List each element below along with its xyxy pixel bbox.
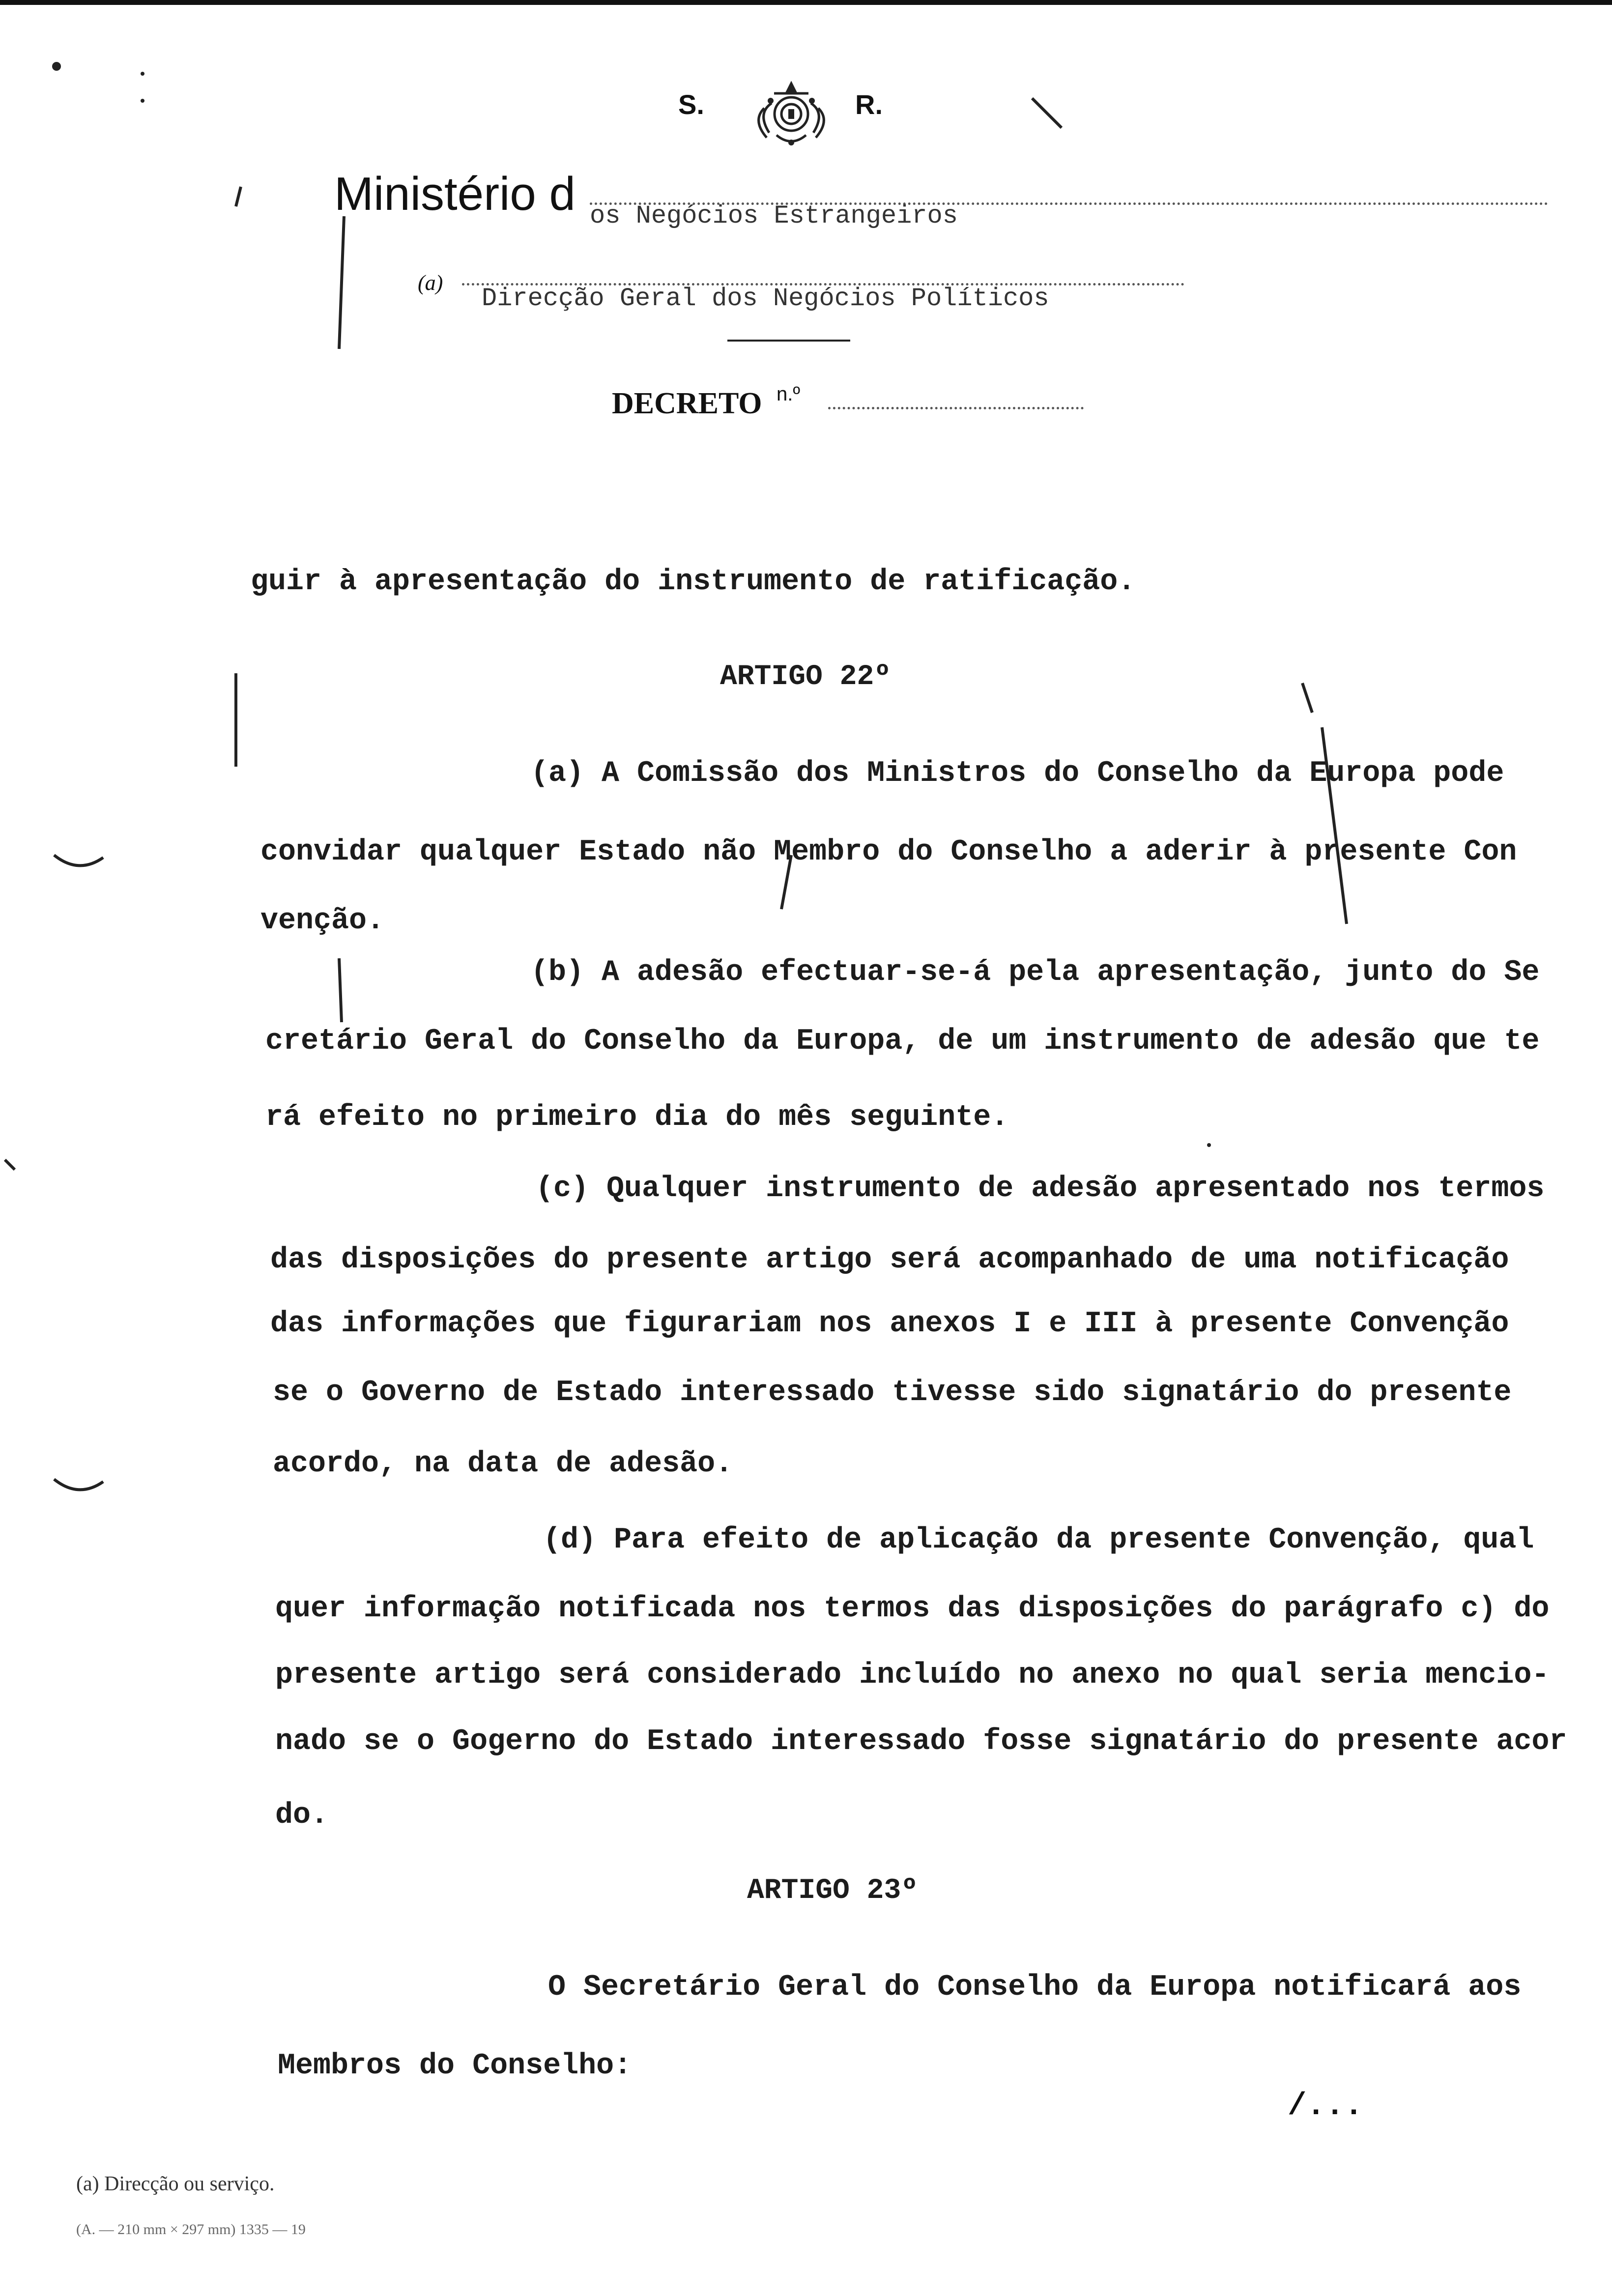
- body-line: acordo, na data de adesão.: [273, 1447, 733, 1481]
- body-line: se o Governo de Estado interessado tivesse sido signatário do presente: [273, 1376, 1512, 1409]
- body-line: venção.: [260, 904, 385, 938]
- decreto-label: DECRETO: [612, 387, 762, 420]
- body-line: das informações que figurariam nos anexos I e III à presente Convenção: [270, 1307, 1509, 1341]
- body-line: rá efeito no primeiro dia do mês seguinte.: [265, 1101, 1009, 1134]
- seal-right-letter: R.: [855, 89, 883, 120]
- body-line: quer informação notificada nos termos das disposições do parágrafo c) do: [275, 1592, 1550, 1626]
- body-line: presente artigo será considerado incluído no anexo no qual seria mencio-: [275, 1659, 1550, 1692]
- ministry-printed-label: Ministério d: [334, 168, 576, 220]
- body-line: das disposições do presente artigo será acompanhado de uma notificação: [270, 1243, 1509, 1277]
- ministry-typed-name: os Negócios Estrangeiros: [590, 201, 958, 230]
- body-line: convidar qualquer Estado não Membro do Conselho a aderir à presente Con: [260, 835, 1517, 869]
- direccao-footnote-mark: (a): [418, 271, 443, 295]
- footnote-text: (a) Direcção ou serviço.: [76, 2173, 275, 2195]
- body-line: (c) Qualquer instrumento de adesão apresentado nos termos: [536, 1172, 1545, 1205]
- body-line: nado se o Gogerno do Estado interessado fosse signatário do presente acor: [275, 1725, 1567, 1758]
- decreto-number-label: n.º: [777, 383, 800, 405]
- body-line: do.: [275, 1799, 329, 1832]
- body-line: O Secretário Geral do Conselho da Europa notificará aos: [548, 1971, 1522, 2004]
- body-line: (a) A Comissão dos Ministros do Conselho da Europa pode: [531, 757, 1504, 790]
- body-line: Membros do Conselho:: [278, 2049, 632, 2083]
- body-line: (d) Para efeito de aplicação da presente Convenção, qual: [543, 1523, 1534, 1557]
- form-code-text: (A. — 210 mm × 297 mm) 1335 — 19: [76, 2221, 306, 2238]
- body-line: (b) A adesão efectuar-se-á pela apresentação, junto do Se: [531, 956, 1540, 989]
- body-line: cretário Geral do Conselho da Europa, de um instrumento de adesão que te: [265, 1025, 1540, 1058]
- direccao-typed-name: Direcção Geral dos Negócios Políticos: [482, 284, 1049, 313]
- article-22-heading: ARTIGO 22º: [720, 661, 892, 693]
- article-23-heading: ARTIGO 23º: [747, 1875, 919, 1907]
- continuation-mark: /...: [1288, 2089, 1363, 2124]
- body-line: guir à apresentação do instrumento de ratificação.: [251, 565, 1136, 599]
- seal-left-letter: S.: [678, 89, 704, 120]
